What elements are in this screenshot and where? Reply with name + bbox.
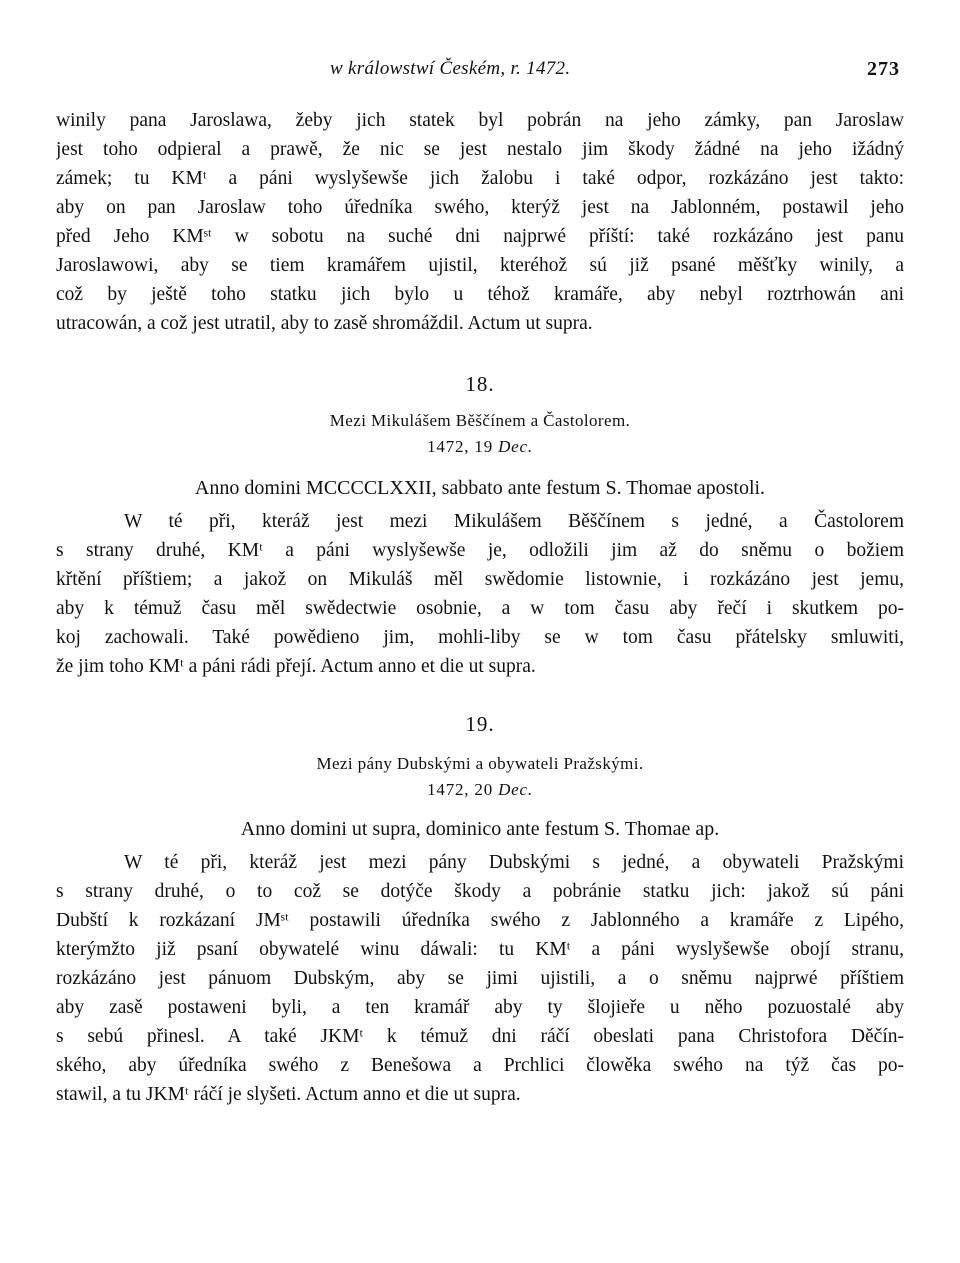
continuation-paragraph: [56, 106, 904, 338]
text-line: s strany druhé, o to což se dotýče škody a pobránie statku jich: jakož sú páni: [56, 881, 904, 902]
text-line: W té při, kteráž jest mezi Mikulášem Běščínem s jedné, a Častolorem: [124, 511, 904, 532]
document-number: 18.: [465, 372, 495, 396]
running-head: [0, 58, 960, 92]
text-line: Jaroslawowi, aby se tiem kramářem ujistil, kteréhož sú již psané měšťky winily, a: [56, 255, 904, 276]
page-number: 273: [867, 58, 900, 80]
text-line: kterýmžto již psaní obywatelé winu dáwali: tu KMᵗ a páni wyslyšewše obojí stranu,: [56, 939, 904, 960]
text-line: W té při, kteráž jest mezi pány Dubskými s jedné, a obywateli Pražskými: [124, 852, 904, 873]
text-line: rozkázáno jest pánuom Dubským, aby se jimi ujistili, a o sněmu najprwé příštiem: [56, 968, 904, 989]
text-line: koj zachowali. Také powědieno jim, mohli-liby se w tom času přátelsky smluwiti,: [56, 627, 904, 648]
document-number: 19.: [465, 712, 495, 736]
running-title: w králowstwí Českém, r. 1472.: [330, 58, 571, 79]
dating-line: Anno domini ut supra, dominico ante festum S. Thomae ap.: [240, 818, 720, 840]
text-line: před Jeho KMˢᵗ w sobotu na suché dni najprwé příští: také rozkázáno jest panu: [56, 226, 904, 247]
text-line: aby zasě postaweni byli, a ten kramář aby ty šlojieře u něho pozuostalé aby: [56, 997, 904, 1018]
text-line: křtění příštiem; a jakož on Mikuláš měl swědomie listownie, i rozkázáno jest jemu,: [56, 569, 904, 590]
text-line: zámek; tu KMᵗ a páni wyslyšewše jich žalobu i také odpor, rozkázáno jest takto:: [56, 168, 904, 189]
document-text: [56, 848, 904, 1109]
text-line: jest toho odpieral a prawě, že nic se jest nestalo jim škody žádné na jeho ižádný: [56, 139, 904, 160]
document-date-year-day: 1472, 19: [427, 437, 493, 456]
text-line: s sebú přinesl. A také JKMᵗ k témuž dni ráčí obeslati pana Christofora Děčín-: [56, 1026, 904, 1047]
text-line: utracowán, a což jest utratil, aby to zasě shromáždil. Actum ut supra.: [56, 313, 593, 334]
text-line: ského, aby úředníka swého z Benešowa a Prchlici člowěka swého na týž čas po-: [56, 1055, 904, 1076]
dating-line: Anno domini MCCCCLXXII, sabbato ante festum S. Thomae apostoli.: [194, 477, 766, 499]
document-date-year-day: 1472, 20: [427, 780, 493, 799]
document-date-month: Dec.: [498, 780, 533, 799]
document-heading: Mezi Mikulášem Běščínem a Častolorem.: [329, 411, 631, 430]
text-line: což by ještě toho statku jich bylo u téhož kramáře, aby nebyl roztrhowán ani: [56, 284, 904, 305]
text-line: winily pana Jaroslawa, žeby jich statek byl pobrán na jeho zámky, pan Jaroslaw: [56, 110, 904, 131]
document-date: [0, 437, 960, 457]
text-line: Dubští k rozkázaní JMˢᵗ postawili úředníka swého z Jablonného a kramáře z Lipého,: [56, 910, 904, 931]
document-date-month: Dec.: [498, 437, 533, 456]
text-line: aby on pan Jaroslaw toho úředníka swého, kterýž jest na Jablonném, postawil jeho: [56, 197, 904, 218]
text-line: stawil, a tu JKMᵗ ráčí je slyšeti. Actum anno et die ut supra.: [56, 1084, 521, 1105]
document-text: [56, 507, 904, 681]
text-line: s strany druhé, KMᵗ a páni wyslyšewše je, odložili jim až do sněmu o božiem: [56, 540, 904, 561]
document-date: [0, 780, 960, 800]
text-line: aby k témuž času měl swědectwie osobnie, a w tom času aby řečí i skutkem po-: [56, 598, 904, 619]
text-line: že jim toho KMᵗ a páni rádi přejí. Actum anno et die ut supra.: [56, 656, 536, 677]
document-heading: Mezi pány Dubskými a obywateli Pražskými.: [316, 754, 644, 773]
